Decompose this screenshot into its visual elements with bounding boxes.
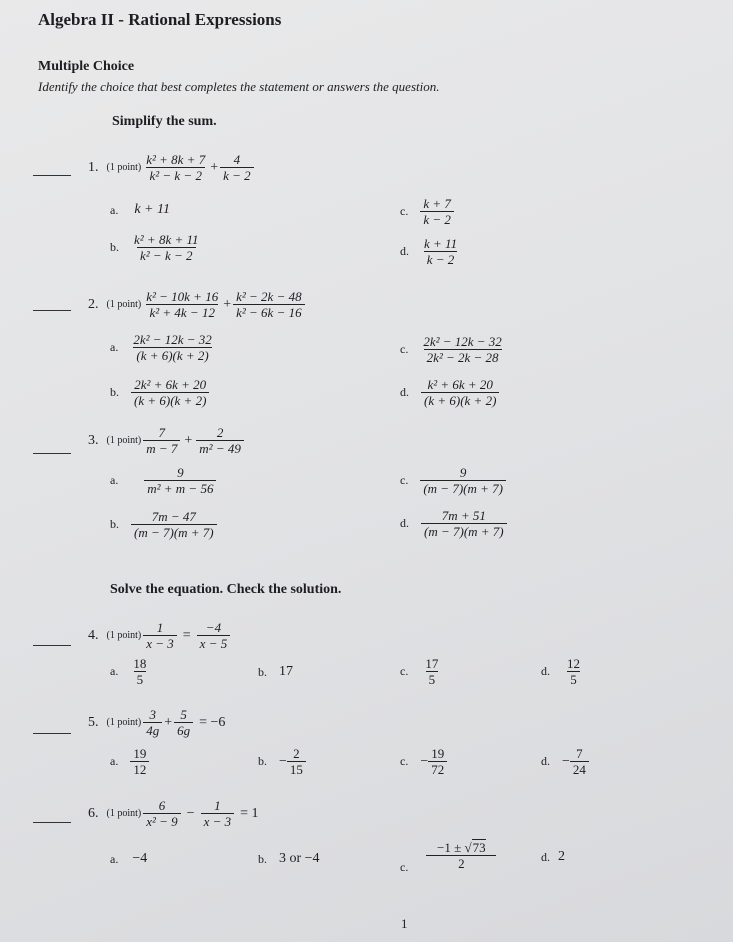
question-6 [88,798,259,829]
option-2b[interactable]: b. $\frac{\text{2k² + 6k + 20}}{(k + 6)(k + 2)}$ [110,377,209,408]
question-number: 4. [88,627,99,643]
part-heading-simplify: Simplify the sum. [112,114,217,129]
option-5a[interactable]: a. $\frac{19}{12}$ [110,746,149,777]
prompt-fraction: $\frac{-4}{x - 5}$ [197,620,231,651]
option-5b[interactable]: b. − $\frac{2}{15}$ [258,746,306,777]
option-4c[interactable]: c. $\frac{17}{5}$ [400,656,439,687]
prompt-fraction: $\frac{6}{\text{x² − 9}}$ [143,798,180,829]
option-6d[interactable]: d. 2 [541,849,565,864]
page-number: 1 [401,916,408,931]
option-2d[interactable]: d. $\frac{\text{k² + 6k + 20}}{(k + 6)(k + 2)}$ [400,377,499,408]
points-label: (1 point) [106,299,142,310]
answer-blank-q6[interactable] [33,822,71,823]
option-4a[interactable]: a. $\frac{18}{5}$ [110,656,147,687]
answer-blank-q1[interactable] [33,175,71,176]
operator: = [182,627,191,643]
operator: − [186,805,195,821]
prompt-fraction: $\frac{1}{x - 3}$ [143,620,177,651]
prompt-fraction: $\frac{3}{4g}$ [143,707,162,738]
operator: + [210,159,219,175]
instructions: Identify the choice that best completes the statement or answers the question. [38,79,440,94]
points-label: (1 point) [106,162,142,173]
option-3d[interactable]: d. $\frac{7m + 51}{(m - 7)(m + 7)}$ [400,508,507,539]
prompt-fraction: $\frac{2}{\text{m² − 49}}$ [196,425,244,456]
page-title: Algebra II - Rational Expressions [38,10,282,29]
answer-blank-q4[interactable] [33,645,71,646]
question-number: 6. [88,805,99,821]
option-3b[interactable]: b. $\frac{7m - 47}{(m - 7)(m + 7)}$ [110,509,217,540]
points-label: (1 point) [106,435,142,446]
option-1d[interactable]: d. $\frac{k + 11}{k - 2}$ [400,236,458,267]
equals-value: = −6 [199,714,226,730]
prompt-fraction: $\frac{\text{k² + 8k + 7}}{\text{k² − k − 2}}$ [146,152,206,183]
answer-blank-q2[interactable] [33,310,71,311]
prompt-fraction: $\frac{\text{k² − 10k + 16}}{\text{k² + 4k − 12}}$ [146,289,219,320]
equals-value: = 1 [240,805,259,821]
question-number: 5. [88,714,99,730]
section-heading: Multiple Choice [38,59,135,74]
option-3a[interactable]: a. $\frac{9}{\text{m² + m − 56}}$ [110,465,230,496]
question-3 [88,425,244,456]
option-1a[interactable]: a. k + 11 [110,202,170,217]
option-5c[interactable]: c. − $\frac{19}{72}$ [400,746,447,777]
operator: + [223,296,232,312]
operator: + [164,714,173,730]
question-number: 2. [88,296,99,312]
question-5 [88,707,225,738]
points-label: (1 point) [106,808,142,819]
option-6c[interactable]: c. $\frac{-1 \pm √73}{2}$ [400,836,496,875]
option-4b[interactable]: b. 17 [258,664,293,679]
option-1c[interactable]: c. $\frac{k + 7}{k - 2}$ [400,196,454,227]
prompt-fraction: $\frac{5}{6g}$ [174,707,193,738]
points-label: (1 point) [106,717,142,728]
points-label: (1 point) [106,630,142,641]
option-6b[interactable]: b. 3 or −4 [258,851,320,866]
operator: + [184,432,193,448]
question-2 [88,289,305,320]
option-3c[interactable]: c. $\frac{9}{(m - 7)(m + 7)}$ [400,465,506,496]
question-number: 1. [88,159,99,175]
question-4 [88,620,230,651]
answer-blank-q5[interactable] [33,733,71,734]
prompt-fraction: $\frac{\text{k² − 2k − 48}}{\text{k² − 6k − 16}}$ [233,289,304,320]
prompt-fraction: $\frac{4}{k - 2}$ [220,152,254,183]
option-4d[interactable]: d. $\frac{12}{5}$ [541,656,580,687]
option-5d[interactable]: d. − $\frac{7}{24}$ [541,746,589,777]
answer-blank-q3[interactable] [33,453,71,454]
question-number: 3. [88,432,99,448]
option-2c[interactable]: c. $\frac{\text{2k² − 12k − 32}}{\text{2k² − 2k − 28}}$ [400,334,502,365]
option-6a[interactable]: a. −4 [110,851,148,866]
prompt-fraction: $\frac{1}{x - 3}$ [201,798,235,829]
part-heading-solve: Solve the equation. Check the solution. [110,582,342,597]
option-1b[interactable]: b. $\frac{\text{k² + 8k + 11}}{\text{k² − k − 2}}$ [110,232,199,263]
question-1 [88,152,254,183]
option-2a[interactable]: a. $\frac{\text{2k² − 12k − 32}}{(k + 6)(k + 2)}$ [110,332,212,363]
prompt-fraction: $\frac{7}{m - 7}$ [143,425,180,456]
